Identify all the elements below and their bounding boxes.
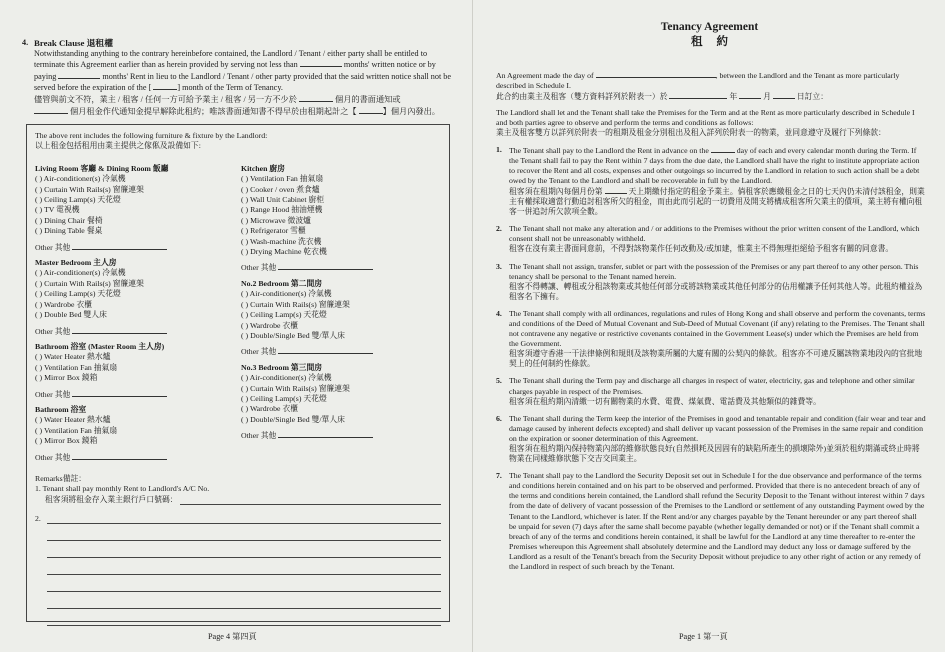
furniture-item[interactable]: ( ) Ventilation Fan 抽氣扇 [35,362,118,372]
room-title: Living Room 客廳 & Dining Room 飯廳 [35,163,169,173]
clause-number: 1. [496,144,502,154]
clause-4-break-clause [22,38,452,117]
remark-line[interactable] [47,592,441,609]
furniture-item[interactable]: ( ) TV 電視機 [35,205,80,215]
furniture-item[interactable]: ( ) Water Heater 熱水爐 [35,415,111,425]
furniture-item[interactable]: ( ) Cooker / oven 煮食爐 [241,184,320,194]
remark-line[interactable] [35,507,441,524]
furniture-item[interactable]: ( ) Wall Unit Cabinet 廚柜 [241,195,325,205]
other-blank[interactable] [72,326,167,334]
page-4 [0,0,472,652]
clause-number: 7. [496,471,502,481]
furniture-item[interactable]: ( ) Double Bed 雙人床 [35,310,107,320]
furniture-item[interactable]: ( ) Curtain With Rails(s) 窗簾連架 [35,278,144,288]
clause-4: 4. The Tenant shall comply with all ordinances, regulations and rules of Hong Kong and shall observe and perform the covenants, terms and conditions of the Deed of Mutual Covenant and Sub-Deed of Mutual Covenant (if any) relating to the Premises. The Tenant shall not contravene any negative or restrictive covenants contained in the Government Lease(s) under which the Premises are held from the Government. 租客須遵守香港一干法律條例和規則及該物業所屬的大廈有關的公契內的條款。租客亦不可違反屬該物業地段內的官批地契上的任何制約性條款。 [496,308,926,369]
day-blank[interactable] [773,91,795,99]
furniture-box [26,124,450,622]
page-footer: Page 4 第四頁 [208,632,257,641]
clause-number: 6. [496,413,502,423]
clause-number: 5. [496,376,502,386]
furniture-item[interactable]: ( ) Ventilation Fan 抽氣扇 [35,425,118,435]
remark-line[interactable] [47,558,441,575]
furniture-item[interactable]: ( ) Ventilation Fan 抽氣扇 [241,174,324,184]
clause-en-text: Notwithstanding anything to the contrary hereinbefore contained, the Landlord / Tenant / either party shall be entitled to terminate this Agreement earlier than as herein provided by serving not less than months' written notice or by paying months' Rent in lieu to the Landlord / Tenant / other party provided that the said written notice shall not be served before the expiration of the [ ] month of the Term of Tenancy. [34,48,452,93]
other-blank[interactable] [72,242,167,250]
furniture-item[interactable]: ( ) Air-conditioner(s) 冷氣機 [241,289,332,299]
furniture-item[interactable]: ( ) Air-conditioner(s) 冷氣機 [241,373,332,383]
remark-lines [35,507,441,626]
furniture-item[interactable]: ( ) Drying Machine 乾衣機 [241,247,327,257]
zh-month-blank[interactable] [359,106,383,114]
furniture-item[interactable]: ( ) Mirror Box 鏡箱 [35,436,98,446]
furniture-item[interactable]: ( ) Curtain With Rails(s) 窗簾連架 [35,184,144,194]
rent-day-blank[interactable] [711,145,735,153]
document-title [473,20,945,50]
rent-months-blank[interactable] [58,71,100,79]
furniture-item[interactable]: ( ) Air-conditioner(s) 冷氣機 [35,268,126,278]
clause-number: 4. [496,308,502,318]
zh-rent-day-blank[interactable] [605,186,627,194]
other-blank[interactable] [278,430,373,438]
zh-rent-blank[interactable] [34,106,68,114]
room-title: No.3 Bedroom 第三間房 [241,362,323,372]
clause-2: 2. The Tenant shall not make any alteration and / or additions to the Premises without the prior written consent of the Landlord, which consent shall not be unreasonably withheld. 租客在沒有業主書面同意前，不得對該物業作任何改動及/或加建，惟業主不得無理拒絕給予租客有關的同意書。 [496,224,920,254]
other-label: Other 其他 [241,347,277,357]
clause-title: Break Clause 退租權 [34,38,114,48]
furniture-item[interactable]: ( ) Ceiling Lamp(s) 天花燈 [35,195,121,205]
clause-5: 5. The Tenant shall during the Term pay and discharge all charges in respect of water, electricity, gas and telephone and other similar charges payable in respect of the Premises. 租客須在租約期內清繳一切有關物業的水費、電費、煤氣費、電話費及其他類似的雜費等。 [496,376,915,406]
room-group [241,279,441,358]
furniture-item[interactable]: ( ) Air-conditioner(s) 冷氣機 [35,174,126,184]
remark-2-number: 2. [35,513,41,523]
notice-months-blank[interactable] [300,59,342,67]
clause-6: 6. The Tenant shall during the Term keep the interior of the Premises in good and tenantable repair and condition (fair wear and tear and damage caused by inherent defects excepted) and shall deliver up vacant possession of the Premises in the same repair and condition on the expiration or sooner determination of this Agreement. 租客須在租約期內保持物業內部的維修狀態良好(自然損耗及因固有的缺陷所產生的損壞除外)並須於租約期滿或終止時將物業在同樣維修狀態下交吉交回業主。 [496,413,926,464]
page-footer: Page 1 第一頁 [679,632,728,641]
remark-line[interactable] [47,609,441,626]
furniture-item[interactable]: ( ) Wardrobe 衣櫃 [35,299,93,309]
furniture-item[interactable]: ( ) Ceiling Lamp(s) 天花燈 [241,310,327,320]
remark-line[interactable] [47,575,441,592]
agreement-body [496,70,926,579]
account-number-blank[interactable] [180,496,441,505]
clause-zh-text: 儘管與前文不符，業主 / 租客 / 任何一方可給予業主 / 租客 / 另一方不少於 個月的書面通知或 個月租金作代通知金提早解除此租約；唯該書面通知書不得早於由租期起計之【 】個月內發出。 [34,94,440,116]
room-group [241,363,441,442]
other-blank[interactable] [72,389,167,397]
room-title: Kitchen 廚房 [241,163,285,173]
month-blank[interactable] [153,82,177,90]
title-en: Tenancy Agreement [660,21,759,33]
furniture-item[interactable]: ( ) Double/Single Bed 雙/單人床 [241,330,345,340]
clause-number: 3. [496,261,502,271]
furniture-item[interactable]: ( ) Water Heater 熱水爐 [35,352,111,362]
remarks-section [35,474,441,626]
furniture-item[interactable]: ( ) Double/Single Bed 雙/單人床 [241,414,345,424]
year-blank[interactable] [669,91,727,99]
room-group [35,405,241,463]
furniture-column-2 [241,164,441,468]
furniture-item[interactable]: ( ) Ceiling Lamp(s) 天花燈 [35,289,121,299]
furniture-column-1 [35,164,241,468]
remarks-title: Remarks備註： [35,473,87,483]
room-group [35,164,241,253]
room-group [35,342,241,400]
other-label: Other 其他 [35,242,71,252]
other-label: Other 其他 [241,431,277,441]
remark-1-en: 1. Tenant shall pay monthly Rent to Landlord's A/C No. [35,484,210,494]
furniture-intro-zh: 以上租金包括租用由業主提供之傢俬及設備如下: [35,141,201,151]
other-blank[interactable] [278,346,373,354]
furniture-item[interactable]: ( ) Dining Chair 餐椅 [35,215,103,225]
other-label: Other 其他 [241,263,277,273]
room-group [241,164,441,274]
page-1 [472,0,945,652]
room-group [35,258,241,337]
furniture-item[interactable]: ( ) Wardrobe 衣櫃 [241,404,299,414]
other-blank[interactable] [72,452,167,460]
zh-notice-blank[interactable] [299,94,333,102]
other-blank[interactable] [278,262,373,270]
room-title: Bathroom 浴室 (Master Room 主人房) [35,341,165,351]
clause-1: 1. The Tenant shall pay to the Landlord the Rent in advance on the day of each and every calendar month during the Term. If the Tenant shall fail to pay the Rent within 7 days from the due date, the Landlord shall have the right to institute appropriate action to recover the Rent and all costs, expenses and other outgoings so incurred by the Landlord in relation to such action shall be a debt owed by the Tenant to the Landlord and shall be recoverable in full by the Landlord. 租客須在租期內每個月份第 天上期繳付指定的租金予業主。倘租客於應繳租金之日的七天內仍未清付該租金，則業主有權採取適當行動追討租客所欠的租金，而由此而引起的一切費用及開支將構成租客所欠業主的債項，業主將有權向租客一併追討所欠款項全數。 [496,144,925,217]
furniture-item[interactable]: ( ) Range Hood 抽油煙機 [241,205,323,215]
room-title: Master Bedroom 主人房 [35,258,117,268]
furniture-item[interactable]: ( ) Mirror Box 鏡箱 [35,373,98,383]
remark-line[interactable] [47,524,441,541]
furniture-intro-en: The above rent includes the following furniture & fixture by the Landlord: [35,131,268,140]
clause-number: 4. [22,38,29,47]
other-label: Other 其他 [35,326,71,336]
agreement-intro: An Agreement made the day of , between the Landlord and the Tenant as more particularly described in Schedule I. 此合約由業主及租客（雙方資料詳列於附表一）於 年 月 日訂立： [496,71,900,102]
clause-number: 2. [496,224,502,234]
title-zh: 租約 [691,36,742,48]
room-title: Bathroom 浴室 [35,404,87,414]
furniture-item[interactable]: ( ) Microwave 微波爐 [241,215,311,225]
furniture-item[interactable]: ( ) Curtain With Rails(s) 窗簾連架 [241,383,350,393]
furniture-item[interactable]: ( ) Curtain With Rails(s) 窗簾連架 [241,299,350,309]
agreement-date-blank[interactable] [596,70,716,78]
remark-1-zh: 租客須將租金存入業主銀行戶口號碼： [45,494,178,504]
remark-line[interactable] [47,541,441,558]
furniture-item[interactable]: ( ) Ceiling Lamp(s) 天花燈 [241,393,327,403]
month-blank[interactable] [739,91,761,99]
preamble: The Landlord shall let and the Tenant shall take the Premises for the Term and at the Rent as more particularly described in Schedule I and both parties agree to observe and perform the terms and conditions as follows: 業主及租客雙方以詳列於附表一的租期及租金分別租出及租入詳列於附表一的物業，並同意遵守及履行下列條款： [496,108,915,138]
other-label: Other 其他 [35,389,71,399]
room-title: No.2 Bedroom 第二間房 [241,278,323,288]
clause-7: 7. The Tenant shall pay to the Landlord the Security Deposit set out in Schedule I for the due observance and performance of the terms and conditions herein contained and on his part to be observed and performed. Provided that there is no antecedent breach of any of the terms and conditions herein contained, the Landlord shall refund the Security Deposit to the Tenant without interest within 7 days from the date of delivery of vacant possession of the Premises to the Landlord or settlement of any outstanding Payment owed by the Tenant to the Landlord, whichever is later. If the Rent and/or any charges payable by the Tenant hereunder or any part thereof shall be unpaid for seven (7) days after the same shall become payable (whether legally demanded or not) or if the Tenant shall commit a breach of any of the terms and conditions herein contained, it shall be lawful for the Landlord at any time thereafter to re-enter the Premises whereupon this Agreement shall absolutely determine and the Landlord may deduct any loss or damage suffered by the Landlord as a result of the Tenant's breach from the Security Deposit without prejudice to any other right of action or any remedy of the Landlord in respect of such breach by the Tenant. [496,471,925,572]
furniture-item[interactable]: ( ) Wardrobe 衣櫃 [241,320,299,330]
other-label: Other 其他 [35,452,71,462]
furniture-item[interactable]: ( ) Wash-machine 洗衣機 [241,236,322,246]
clause-3: 3. The Tenant shall not assign, transfer, sublet or part with the possession of the Premises or any part thereof to any other person. This tenancy shall be personal to the Tenant named herein. 租客不得轉讓、轉租或分租該物業或其他任何部分或將該物業或其他任何部分的佔用權讓予任何其他人等。此租約權益為租客名下擁有。 [496,261,923,301]
furniture-item[interactable]: ( ) Refrigerator 雪櫃 [241,226,306,236]
furniture-item[interactable]: ( ) Dining Table 餐桌 [35,226,103,236]
